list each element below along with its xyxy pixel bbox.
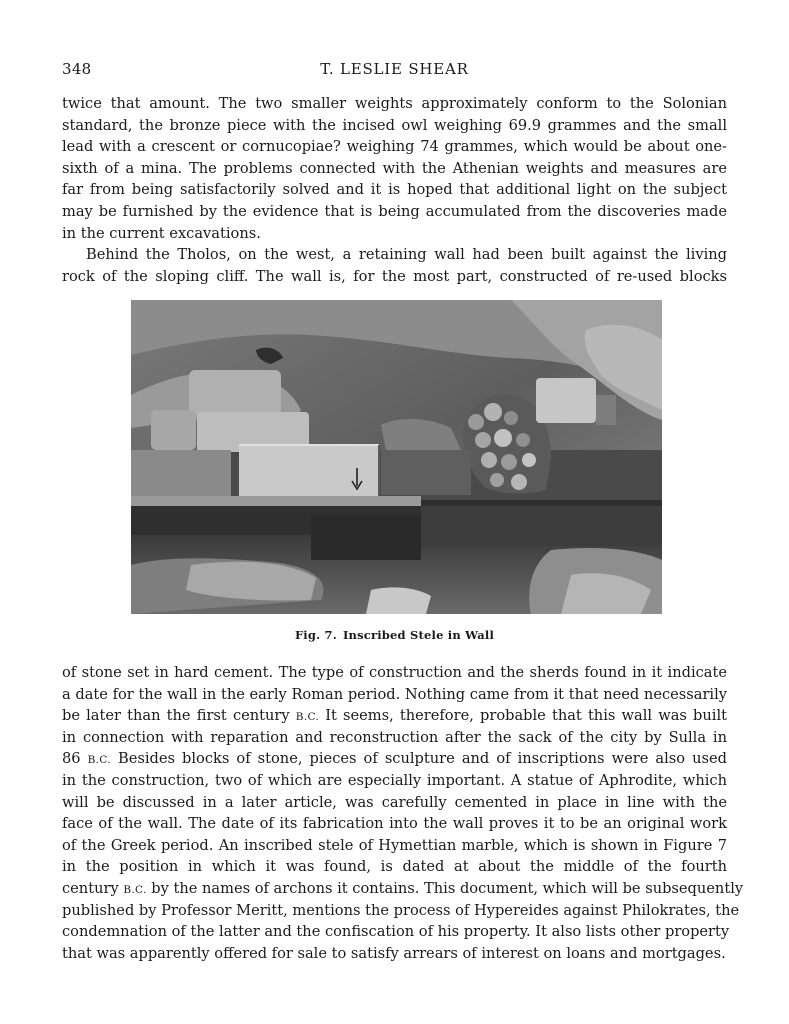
text-fragment: It seems, therefore, probable that this wall was built <box>319 707 727 725</box>
text-line: lead with a crescent or cornucopiae? weighing 74 grammes, which would be about one- <box>62 138 727 156</box>
text-fragment: by the names of archons it contains. This document, which will be subsequently <box>146 879 744 897</box>
text-fragment: Besides blocks of stone, pieces of sculpture and of inscriptions were also used <box>110 750 727 768</box>
text-fragment: be later than the first century <box>62 707 296 725</box>
text-line: of the Greek period. An inscribed stele of Hymettian marble, which is shown in Figure 7 <box>62 836 727 854</box>
text-line: rock of the sloping cliff. The wall is, for the most part, constructed of re-used blocks <box>62 267 727 285</box>
text-line: face of the wall. The date of its fabrication into the wall proves it to be an original work <box>62 815 727 833</box>
text-block-top <box>62 93 727 287</box>
text-line: in the current excavations. <box>62 224 261 242</box>
text-line: may be furnished by the evidence that is being accumulated from the discoveries made <box>62 202 727 220</box>
text-line: sixth of a mina. The problems connected with the Athenian weights and measures are <box>62 159 727 177</box>
text-line: condemnation of the latter and the confiscation of his property. It also lists other property <box>62 923 730 941</box>
text-line: in connection with reparation and reconstruction after the sack of the city by Sulla in <box>62 728 727 746</box>
figure-label: Fig. 7. <box>294 628 337 642</box>
text-block-bottom <box>62 662 744 964</box>
text-line: far from being satisfactorily solved and it is hoped that additional light on the subject <box>62 181 727 199</box>
figure-caption <box>0 628 789 642</box>
text-line: standard, the bronze piece with the incised owl weighing 69.9 grammes and the small <box>62 116 727 134</box>
text-fragment: century <box>62 879 124 897</box>
page-number: 348 <box>62 60 92 78</box>
text-line: twice that amount. The two smaller weights approximately conform to the Solonian <box>62 95 727 112</box>
text-line: that was apparently offered for sale to satisfy arrears of interest on loans and mortgages. <box>62 944 726 962</box>
text-line: in the position in which it was found, is dated at about the middle of the fourth <box>62 858 727 876</box>
figure-photo-stele-in-wall <box>131 300 662 614</box>
figure-title: Inscribed Stele in Wall <box>342 628 495 642</box>
text-line: of stone set in hard cement. The type of construction and the sherds found in it indicate <box>62 664 727 681</box>
text-line: will be discussed in a later article, was carefully cemented in place in line with the <box>62 793 727 811</box>
text-line <box>62 705 727 727</box>
text-line: published by Professor Meritt, mentions the process of Hypereides against Philokrates, the <box>62 901 740 919</box>
text-fragment: 86 <box>62 750 88 768</box>
text-line: in the construction, two of which are especially important. A statue of Aphrodite, which <box>62 771 727 789</box>
text-line <box>62 878 744 900</box>
text-line: Behind the Tholos, on the west, a retaining wall had been built against the living <box>86 246 727 264</box>
text-line: a date for the wall in the early Roman period. Nothing came from it that need necessarily <box>62 685 727 703</box>
era-abbreviation: B.C. <box>295 711 320 724</box>
era-abbreviation: B.C. <box>87 754 111 767</box>
photo-illustration <box>131 300 662 614</box>
era-abbreviation: B.C. <box>123 883 147 896</box>
running-head: T. LESLIE SHEAR <box>320 60 469 78</box>
text-line <box>62 748 727 770</box>
